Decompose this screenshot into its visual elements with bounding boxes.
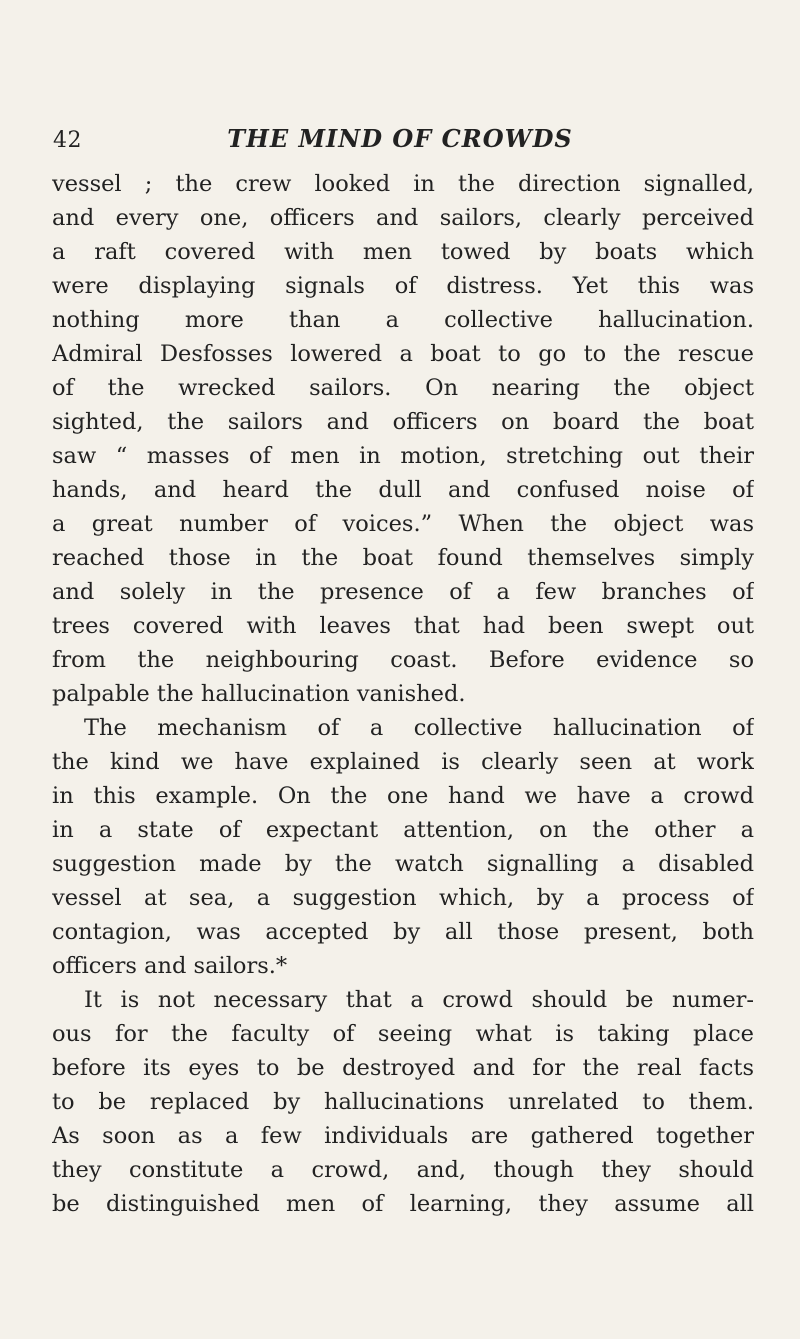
text-line: be distinguished men of learning, they assume all: [52, 1191, 754, 1217]
text-line: trees covered with leaves that had been swept out: [52, 613, 754, 639]
text-line: to be replaced by hallucinations unrelated to them.: [52, 1089, 754, 1115]
text-line: nothing more than a collective hallucination.: [52, 307, 754, 333]
text-line: ous for the faculty of seeing what is taking place: [52, 1021, 754, 1047]
running-head: THE MIND OF CROWDS: [227, 124, 573, 153]
text-line: palpable the hallucination vanished.: [52, 681, 466, 707]
text-line: hands, and heard the dull and confused noise of: [52, 477, 754, 503]
text-line: and solely in the presence of a few branches of: [52, 579, 754, 605]
text-line: suggestion made by the watch signalling a disabled: [52, 851, 754, 877]
text-line: Admiral Desfosses lowered a boat to go to the rescue: [52, 341, 754, 367]
body-text: [52, 167, 754, 1221]
text-line: sighted, the sailors and officers on board the boat: [52, 409, 754, 435]
text-line: It is not necessary that a crowd should be numer-: [84, 987, 754, 1013]
text-line: officers and sailors.*: [52, 953, 288, 979]
text-line: of the wrecked sailors. On nearing the object: [52, 375, 754, 401]
text-line: in this example. On the one hand we have a crowd: [52, 783, 754, 809]
text-line: were displaying signals of distress. Yet this was: [52, 273, 754, 299]
text-line: a raft covered with men towed by boats which: [52, 239, 754, 265]
text-line: The mechanism of a collective hallucination of: [84, 715, 754, 741]
text-line: in a state of expectant attention, on the other a: [52, 817, 754, 843]
text-line: the kind we have explained is clearly seen at work: [52, 749, 754, 775]
text-line: vessel at sea, a suggestion which, by a process of: [52, 885, 754, 911]
text-line: and every one, officers and sailors, clearly perceived: [52, 205, 754, 231]
text-line: a great number of voices.” When the object was: [52, 511, 754, 537]
text-line: vessel ; the crew looked in the direction signalled,: [52, 171, 754, 197]
text-line: before its eyes to be destroyed and for the real facts: [52, 1055, 754, 1081]
text-line: from the neighbouring coast. Before evidence so: [52, 647, 754, 673]
text-line: saw “ masses of men in motion, stretching out their: [52, 443, 754, 469]
text-line: they constitute a crowd, and, though they should: [52, 1157, 754, 1183]
text-line: contagion, was accepted by all those present, both: [52, 919, 754, 945]
text-line: reached those in the boat found themselves simply: [52, 545, 754, 571]
page-number: 42: [53, 128, 82, 153]
text-line: As soon as a few individuals are gathered together: [52, 1123, 754, 1149]
